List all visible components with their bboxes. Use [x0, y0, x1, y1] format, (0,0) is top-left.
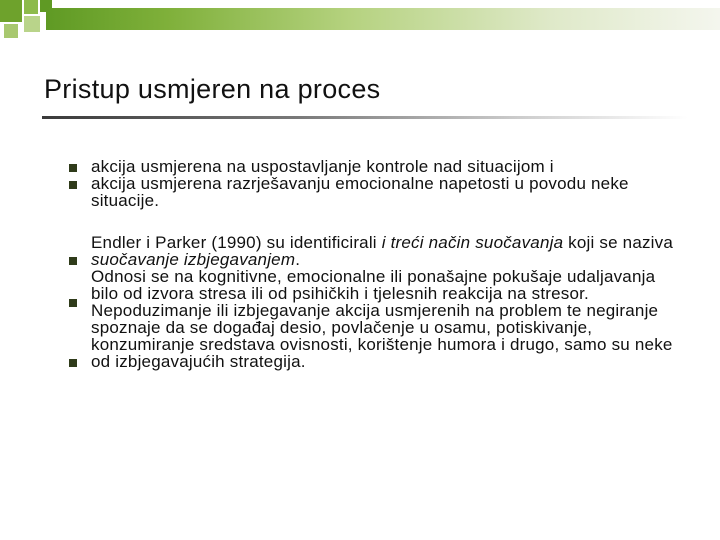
header-gradient-bar: [46, 8, 720, 30]
list-item-text: akcija usmjerena razrješavanju emocionalne napetosti u povodu neke situacije.: [91, 174, 629, 210]
list-item-5: [91, 302, 681, 370]
bullet-marker-2: [69, 181, 77, 189]
bullet-marker-3: [69, 257, 77, 265]
decor-square-1: [0, 0, 22, 22]
list-item-text: Endler i Parker (1990) su identificirali: [91, 233, 382, 252]
decor-square-2: [24, 0, 38, 14]
list-item-4: [91, 268, 681, 302]
bullet-marker-1: [69, 164, 77, 172]
slide-title: Pristup usmjeren na proces: [44, 74, 381, 104]
bullet-list: [91, 158, 681, 370]
list-item-text: koji se naziva: [563, 233, 674, 252]
list-item-emphasis: suočavanje izbjegavanjem: [91, 250, 296, 269]
title-divider: [42, 116, 688, 119]
list-item-1: [91, 158, 681, 175]
bullet-marker-4: [69, 299, 77, 307]
decor-square-3: [24, 16, 40, 32]
list-item-3: [91, 234, 681, 268]
list-item-2: [91, 175, 681, 209]
list-item-text: .: [295, 250, 301, 269]
list-item-text: Nepoduzimanje ili izbjegavanje akcija usmjerenih na problem te negiranje spoznaje da se događaj desio, povlačenje u osamu, potiskivanje, konzumiranje sredstava ovisnosti, korištenje humora i drugo, samo su neke od izbjegavajućih strategija.: [91, 301, 673, 371]
bullet-marker-5: [69, 359, 77, 367]
decor-square-4: [4, 24, 18, 38]
list-item-emphasis: i treći način suočavanja: [381, 233, 564, 252]
list-item-text: Odnosi se na kognitivne, emocionalne ili ponašajne pokušaje udaljavanja bilo od izvora stresa ili od psihičkih i tjelesnih reakcija na stresor.: [91, 267, 656, 303]
list-item-text: akcija usmjerena na uspostavljanje kontrole nad situacijom i: [91, 157, 554, 176]
